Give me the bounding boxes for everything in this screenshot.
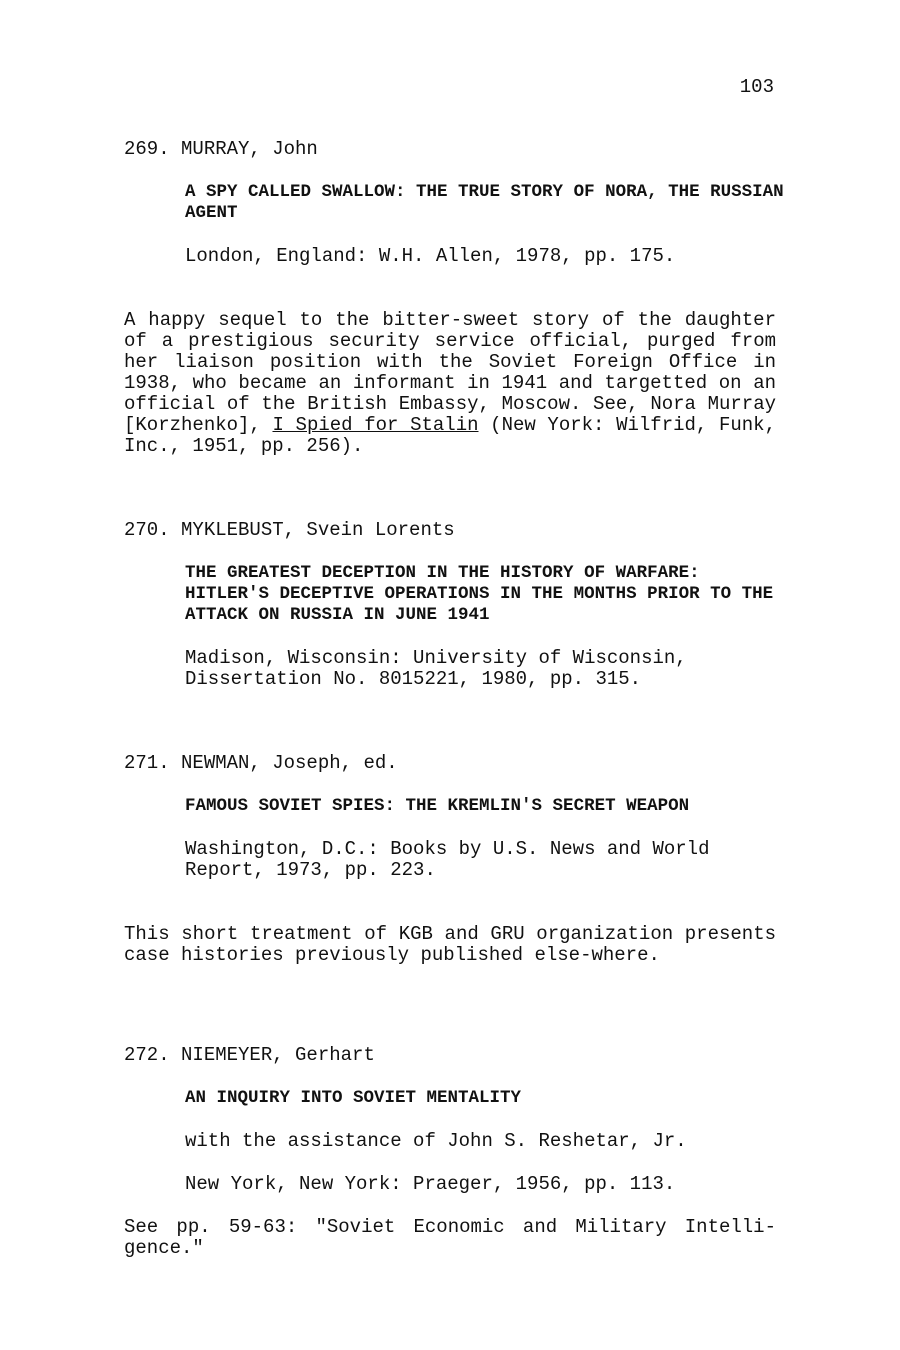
entry-number: 270.: [124, 519, 170, 541]
entry-annotation: This short treatment of KGB and GRU organization presents case histories previously published else-where.: [124, 923, 776, 966]
entry-heading: [124, 139, 784, 160]
entry-publication: Madison, Wisconsin: University of Wisconsin, Dissertation No. 8015221, 1980, pp. 315.: [185, 647, 687, 690]
entry-title: A SPY CALLED SWALLOW: THE TRUE STORY OF NORA, THE RUSSIAN AGENT: [185, 182, 784, 223]
cited-title: I Spied for Stalin: [272, 414, 479, 436]
entry-publication: London, England: W.H. Allen, 1978, pp. 175.: [185, 245, 676, 267]
entry-title: AN INQUIRY INTO SOVIET MENTALITY: [185, 1088, 522, 1108]
entry-author: MURRAY, John: [181, 138, 318, 160]
entry-publication: Washington, D.C.: Books by U.S. News and World Report, 1973, pp. 223.: [185, 838, 710, 881]
entry-annotation: See pp. 59-63: "Soviet Economic and Military Intelli-gence.": [124, 1216, 776, 1259]
entry-publication: New York, New York: Praeger, 1956, pp. 113.: [185, 1173, 676, 1195]
bibliography-entry-270: [124, 520, 784, 690]
entry-annotation: A happy sequel to the bitter-sweet story of the daughter of a prestigious security service official, purged from her liaison position with the Soviet Foreign Office in 1938, who became an informant in 1941 and targetted on an official of the British Embassy, Moscow. See, Nora Murray [Korzhenko], I Spied for Stalin (New York: Wilfrid, Funk, Inc., 1951, pp. 256).: [124, 309, 776, 457]
entry-heading: [124, 1045, 784, 1066]
page-number: 103: [739, 76, 774, 98]
entry-title: THE GREATEST DECEPTION IN THE HISTORY OF WARFARE: HITLER'S DECEPTIVE OPERATIONS IN THE MONTHS PRIOR TO THE ATTACK ON RUSSIA IN JUNE 1941: [185, 563, 774, 625]
bibliography-entry-269: [124, 139, 784, 457]
bibliography-entry-271: [124, 753, 784, 966]
entry-number: 269.: [124, 138, 170, 160]
entry-heading: [124, 520, 784, 541]
entry-author: NIEMEYER, Gerhart: [181, 1044, 375, 1066]
entry-author: NEWMAN, Joseph, ed.: [181, 752, 398, 774]
entry-number: 271.: [124, 752, 170, 774]
entry-number: 272.: [124, 1044, 170, 1066]
entry-heading: [124, 753, 784, 774]
entry-title: FAMOUS SOVIET SPIES: THE KREMLIN'S SECRET WEAPON: [185, 796, 690, 816]
entry-author: MYKLEBUST, Svein Lorents: [181, 519, 455, 541]
bibliography-entry-272: [124, 1045, 784, 1259]
entry-assistance: with the assistance of John S. Reshetar, Jr.: [185, 1130, 687, 1152]
